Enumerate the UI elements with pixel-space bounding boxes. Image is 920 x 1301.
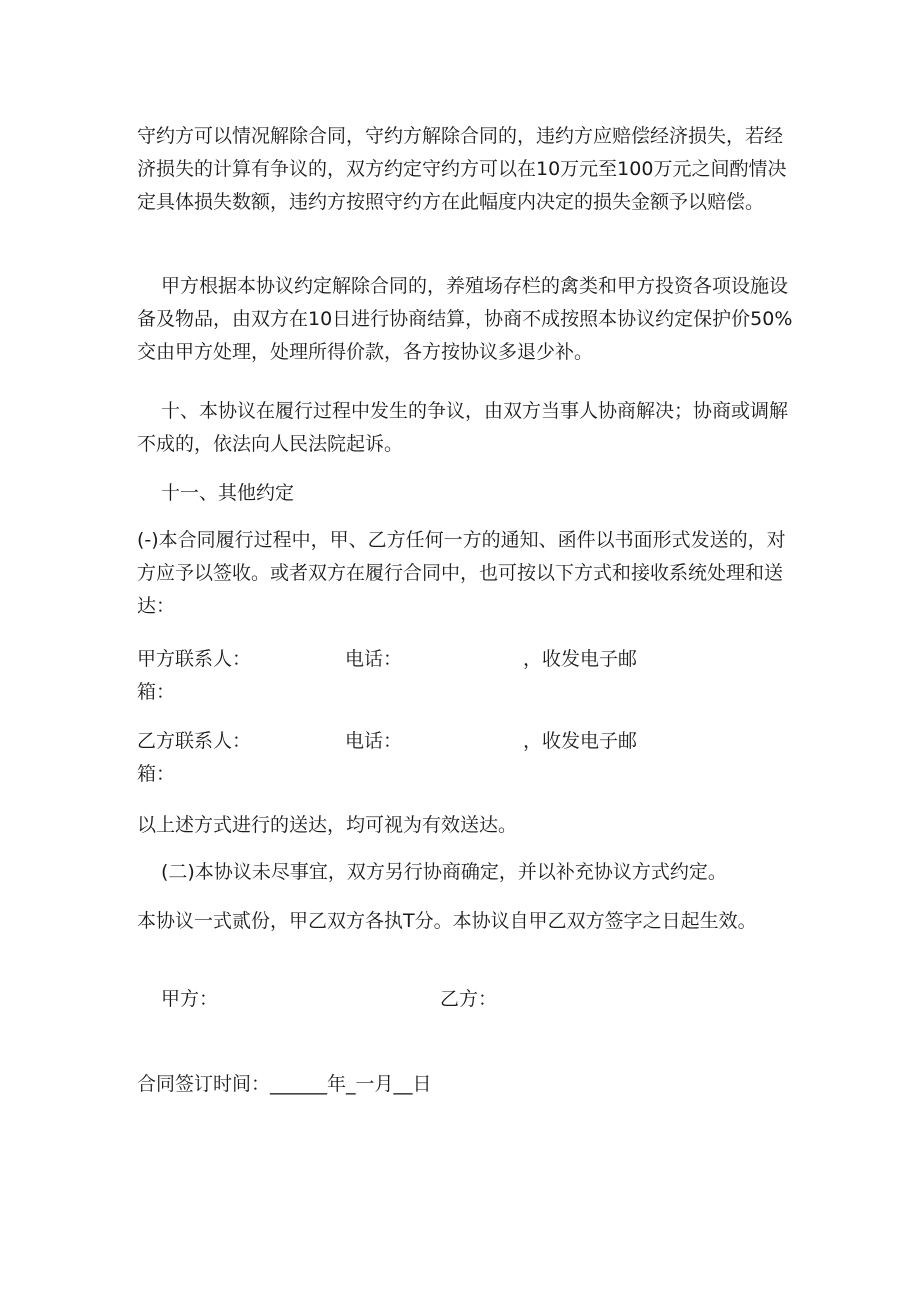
paragraph-valid-delivery: 以上述方式进行的送达，均可视为有效送达。 [137,814,518,836]
signature-party-a: 甲方： [161,988,219,1010]
contact-label-a: 甲方联系人： [137,648,252,670]
sign-date-row [137,1068,797,1101]
email-label-a: ，收发电子邮 [523,648,638,670]
paragraph-dispute: 十、本协议在履行过程中发生的争议，由双方当事人协商解决；协商或调解不成的，依法向人民法院起诉。 [137,400,789,455]
contact-row-party-a-cont [137,676,797,709]
paragraph-breach-termination: 守约方可以情况解除合同，守约方解除合同的，违约方应赔偿经济损失，若经济损失的计算有争议的，双方约定守约方可以在10万元至100万元之间酌情决定具体损失数额，违约方按照守约方在此幅度内决定的损失金额予以赔偿。 [137,125,787,213]
email-label-b-cont: 箱： [137,763,176,785]
contact-label-b: 乙方联系人： [137,730,252,752]
heading-other-terms: 十一、其他约定 [161,482,295,504]
contact-row-party-b-cont [137,758,797,791]
signature-party-b: 乙方： [440,988,498,1010]
sign-date: 合同签订时间：______年_一月__日 [137,1073,432,1095]
email-label-a-cont: 箱： [137,681,176,703]
contact-row-party-a [137,643,797,676]
signature-row [137,983,797,1016]
paragraph-notice: (-)本合同履行过程中，甲、乙方任何一方的通知、函件以书面形式发送的，对方应予以签收。或者双方在履行合同中，也可按以下方式和接收系统处理和送达： [137,529,786,617]
contact-row-party-b [137,725,797,758]
paragraph-copies: 本协议一式贰份，甲乙双方各执T分。本协议自甲乙双方签字之日起生效。 [137,910,757,932]
paragraph-supplement: (二)本协议未尽事宜，双方另行协商确定，并以补充协议方式约定。 [161,861,727,883]
paragraph-settlement: 甲方根据本协议约定解除合同的，养殖场存栏的禽类和甲方投资各项设施设备及物品，由双方在10日进行协商结算，协商不成按照本协议约定保护价50%交由甲方处理，处理所得价款，各方按协议多退少补。 [137,275,793,363]
phone-label-a: 电话： [345,648,403,670]
email-label-b: ，收发电子邮 [523,730,638,752]
phone-label-b: 电话： [345,730,403,752]
